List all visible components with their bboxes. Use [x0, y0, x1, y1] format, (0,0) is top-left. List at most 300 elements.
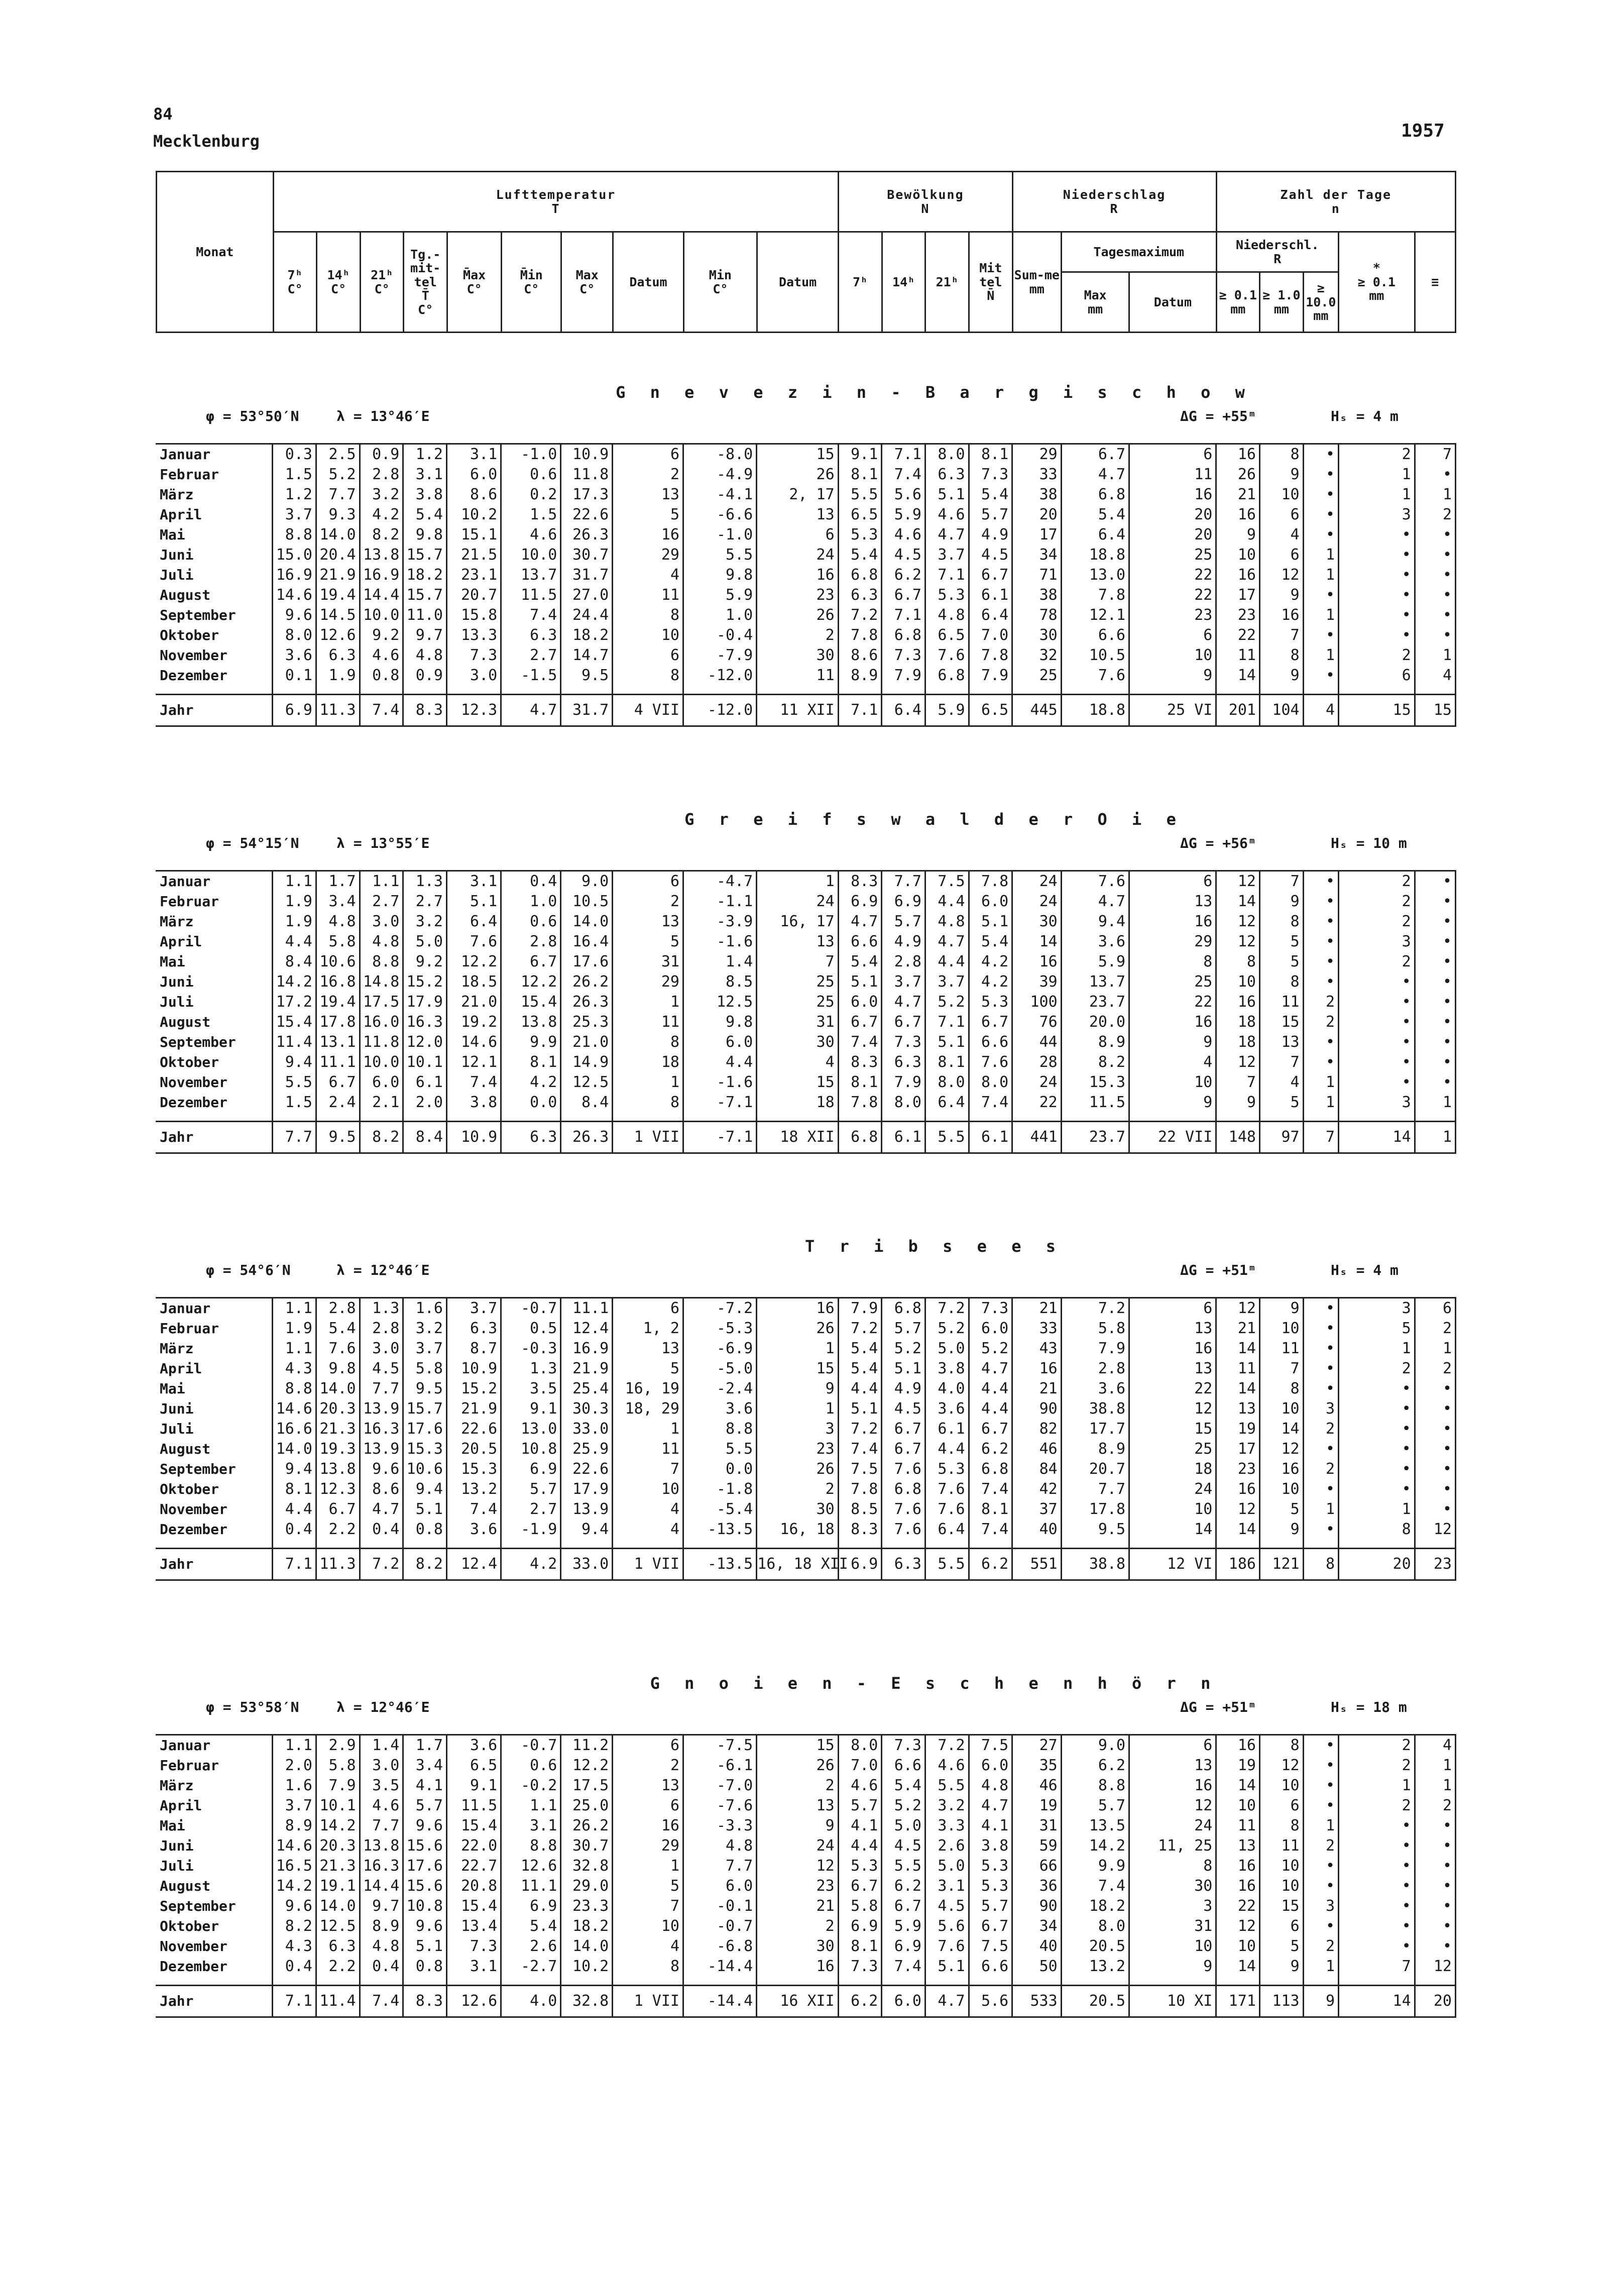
cell-tagesmax: 8.9 [1061, 1439, 1129, 1459]
cell-ge100: 1 [1303, 1072, 1338, 1093]
cell-ge100: • [1303, 625, 1338, 645]
cell-max-datum: 8 [613, 1957, 683, 1977]
cell-month: Februar [160, 466, 219, 483]
cell-snow: 14 [1339, 1986, 1415, 2017]
cell-snow: • [1339, 1936, 1415, 1957]
table-row [156, 444, 1456, 465]
cell-ge10: 8 [1259, 1735, 1303, 1756]
cell-ge01 [1216, 686, 1260, 695]
cell-t21: 3.0 [360, 1756, 403, 1776]
cell-snow: 1 [1339, 465, 1415, 485]
cell-n14: 7.6 [882, 1499, 925, 1520]
cell-ge100: • [1303, 892, 1338, 912]
cell-month: Dezember [160, 1521, 227, 1538]
cell-t7: 2.0 [273, 1756, 316, 1776]
cell-min-datum: 16 XII [757, 1986, 838, 2017]
cell-ge10: 11 [1259, 992, 1303, 1012]
cell-n21: 7.2 [925, 1735, 969, 1756]
cell-snow: • [1339, 1399, 1415, 1419]
cell-t7: 9.6 [273, 605, 316, 625]
cell-t14: 5.4 [316, 1319, 360, 1339]
cell-max-datum: 8 [613, 666, 683, 686]
cell-ge01: 16 [1216, 565, 1260, 585]
cell-fog: 1 [1415, 485, 1455, 505]
cell-tgmittel: 3.2 [403, 912, 447, 932]
cell-tagesmax: 13.2 [1061, 1957, 1129, 1977]
station-longitude: λ = 12°46′E [336, 1262, 430, 1278]
cell-tagesmax: 4.7 [1061, 892, 1129, 912]
cell-t7 [273, 686, 316, 695]
cell-min-datum: 15 [757, 1735, 838, 1756]
cell-n-mittel: 6.1 [969, 585, 1012, 605]
cell-n14 [882, 1540, 925, 1549]
cell-max-mean: 6.3 [446, 1319, 501, 1339]
cell-max-mean: 21.0 [446, 992, 501, 1012]
cell-min-datum: 11 XII [757, 695, 838, 726]
cell-t7: 0.1 [273, 666, 316, 686]
cell-tagesmax-datum: 16 [1129, 1339, 1216, 1359]
cell-min-datum: 25 [757, 972, 838, 992]
cell-ge100: 1 [1303, 645, 1338, 666]
cell-max-datum: 11 [613, 585, 683, 605]
cell-n21 [925, 1113, 969, 1122]
cell-min-datum: 18 [757, 1093, 838, 1113]
table-row [156, 1520, 1456, 1540]
cell-t14: 16.8 [316, 972, 360, 992]
cell-ge100: • [1303, 1876, 1338, 1896]
cell-summe: 33 [1012, 465, 1061, 485]
cell-min-mean: -1.5 [501, 666, 561, 686]
cell-n14: 6.7 [882, 1012, 925, 1032]
cell-max-datum: 6 [613, 1298, 683, 1319]
cell-t14: 21.3 [316, 1856, 360, 1876]
cell-ge100: • [1303, 1052, 1338, 1072]
cell-ge100: • [1303, 932, 1338, 952]
cell-ge01: 201 [1216, 695, 1260, 726]
table-row [156, 1856, 1456, 1876]
cell-tagesmax: 8.8 [1061, 1776, 1129, 1796]
cell-t14: 7.6 [316, 1339, 360, 1359]
cell-n21: 7.1 [925, 565, 969, 585]
cell-tagesmax: 20.5 [1061, 1986, 1129, 2017]
cell-snow: 2 [1339, 892, 1415, 912]
cell-t21: 8.6 [360, 1479, 403, 1499]
cell-t14: 10.1 [316, 1796, 360, 1816]
header-t21 [360, 232, 404, 333]
cell-ge10: 16 [1259, 1459, 1303, 1479]
cell-tagesmax: 23.7 [1061, 992, 1129, 1012]
cell-snow [1339, 1977, 1415, 1986]
cell-t21: 1.4 [360, 1735, 403, 1756]
station-longitude: λ = 12°46′E [336, 1699, 430, 1715]
cell-t21: 14.4 [360, 1876, 403, 1896]
cell-ge10: 13 [1259, 1032, 1303, 1052]
cell-n7: 7.4 [838, 1032, 882, 1052]
cell-t21: 4.6 [360, 645, 403, 666]
cell-summe: 46 [1012, 1776, 1061, 1796]
cell-fog: • [1415, 1896, 1455, 1916]
cell-summe: 34 [1012, 545, 1061, 565]
cell-fog: • [1415, 972, 1455, 992]
cell-min-mean: 4.6 [501, 525, 561, 545]
cell-fog: • [1415, 1052, 1455, 1072]
cell-tgmittel: 16.3 [403, 1012, 447, 1032]
cell-ge01: 16 [1216, 1735, 1260, 1756]
cell-t14: 19.3 [316, 1439, 360, 1459]
cell-n-mittel: 7.4 [969, 1479, 1012, 1499]
cell-ge10: 9 [1259, 585, 1303, 605]
cell-min-mean: 6.9 [501, 1459, 561, 1479]
cell-fog [1415, 1113, 1455, 1122]
cell-max-mean: 8.7 [446, 1339, 501, 1359]
cell-t21: 0.9 [360, 444, 403, 465]
cell-ge01: 14 [1216, 1957, 1260, 1977]
station-data-table [156, 870, 1456, 1154]
cell-month [156, 686, 273, 695]
cell-n14: 6.8 [882, 1298, 925, 1319]
header-niederschl [1216, 232, 1339, 272]
cell-t21: 3.2 [360, 485, 403, 505]
cell-t14: 14.2 [316, 1816, 360, 1836]
cell-max: 14.7 [561, 645, 613, 666]
cell-min-mean: 6.3 [501, 625, 561, 645]
cell-n-mittel: 7.0 [969, 625, 1012, 645]
header-n14: 14ʰ [882, 232, 925, 333]
cell-summe: 16 [1012, 952, 1061, 972]
cell-min-mean: 11.1 [501, 1876, 561, 1896]
cell-summe: 100 [1012, 992, 1061, 1012]
cell-max-datum: 6 [613, 645, 683, 666]
cell-ge01: 186 [1216, 1549, 1260, 1580]
cell-t7: 11.4 [273, 1032, 316, 1052]
cell-min-mean: 6.7 [501, 952, 561, 972]
cell-n21: 5.5 [925, 1776, 969, 1796]
cell-t14: 19.1 [316, 1876, 360, 1896]
cell-ge100: 7 [1303, 1122, 1338, 1153]
cell-t14: 5.8 [316, 932, 360, 952]
cell-min-mean: 0.0 [501, 1093, 561, 1113]
cell-ge01: 10 [1216, 972, 1260, 992]
cell-tagesmax: 38.8 [1061, 1399, 1129, 1419]
cell-snow: 2 [1339, 444, 1415, 465]
cell-n14: 7.6 [882, 1459, 925, 1479]
cell-snow: 2 [1339, 1796, 1415, 1816]
cell-max: 17.3 [561, 485, 613, 505]
cell-min-datum: 16, 17 [757, 912, 838, 932]
cell-tagesmax-datum: 13 [1129, 1319, 1216, 1339]
cell-ge10: 5 [1259, 952, 1303, 972]
cell-ge100: 1 [1303, 1816, 1338, 1836]
cell-t7: 1.9 [273, 892, 316, 912]
cell-n-mittel: 6.7 [969, 1012, 1012, 1032]
cell-n-mittel: 4.4 [969, 1379, 1012, 1399]
cell-min: -14.4 [683, 1986, 757, 2017]
cell-max-datum: 4 [613, 1936, 683, 1957]
cell-n-mittel: 6.0 [969, 892, 1012, 912]
cell-tgmittel: 9.6 [403, 1916, 447, 1936]
cell-n-mittel [969, 1113, 1012, 1122]
cell-max [561, 1977, 613, 1986]
cell-max-datum: 6 [613, 444, 683, 465]
cell-ge100: • [1303, 1520, 1338, 1540]
header-t14 [317, 232, 361, 333]
cell-n21: 5.5 [925, 1549, 969, 1580]
cell-ge100: • [1303, 505, 1338, 525]
cell-ge01: 23 [1216, 1459, 1260, 1479]
cell-summe: 50 [1012, 1957, 1061, 1977]
cell-min-mean [501, 1113, 561, 1122]
cell-t7: 0.4 [273, 1957, 316, 1977]
cell-tagesmax: 17.8 [1061, 1499, 1129, 1520]
table-row [156, 1796, 1456, 1816]
table-row [156, 1936, 1456, 1957]
cell-min-mean: -0.7 [501, 1735, 561, 1756]
cell-max: 21.0 [561, 1032, 613, 1052]
cell-month: Januar [156, 871, 273, 892]
table-row [156, 1012, 1456, 1032]
cell-snow: • [1339, 972, 1415, 992]
cell-n7: 5.8 [838, 1896, 882, 1916]
cell-tagesmax-datum: 22 VII [1129, 1122, 1216, 1153]
cell-ge100: • [1303, 1756, 1338, 1776]
cell-min-mean: 0.6 [501, 1756, 561, 1776]
cell-n-mittel: 4.1 [969, 1816, 1012, 1836]
cell-tagesmax-datum: 20 [1129, 505, 1216, 525]
cell-ge10: 104 [1259, 695, 1303, 726]
header-max [561, 232, 613, 333]
cell-fog: 1 [1415, 1756, 1455, 1776]
cell-min-mean: -0.2 [501, 1776, 561, 1796]
cell-ge100: 1 [1303, 545, 1338, 565]
cell-tagesmax: 7.7 [1061, 1479, 1129, 1499]
cell-month: September [160, 1898, 236, 1914]
cell-fog: • [1415, 1916, 1455, 1936]
cell-t7: 16.9 [273, 565, 316, 585]
header-min-mean [502, 232, 561, 333]
cell-n-mittel: 5.6 [969, 1986, 1012, 2017]
cell-t14: 21.3 [316, 1419, 360, 1439]
cell-tagesmax: 38.8 [1061, 1549, 1129, 1580]
cell-fog: • [1415, 1479, 1455, 1499]
cell-n7: 6.9 [838, 1549, 882, 1580]
cell-tgmittel: 9.7 [403, 625, 447, 645]
cell-summe: 533 [1012, 1986, 1061, 2017]
cell-tagesmax-datum: 11, 25 [1129, 1836, 1216, 1856]
cell-fog [1415, 686, 1455, 695]
cell-min: -7.1 [683, 1093, 757, 1113]
cell-t21: 4.5 [360, 1359, 403, 1379]
cell-ge100: • [1303, 485, 1338, 505]
cell-summe: 46 [1012, 1439, 1061, 1459]
cell-snow: • [1339, 1459, 1415, 1479]
cell-ge100: 1 [1303, 605, 1338, 625]
cell-month: Januar [156, 1298, 273, 1319]
cell-t7: 14.2 [273, 972, 316, 992]
cell-t7: 1.5 [273, 465, 316, 485]
cell-ge01: 23 [1216, 605, 1260, 625]
cell-max: 24.4 [561, 605, 613, 625]
cell-month: Jahr [156, 1986, 273, 2017]
cell-tgmittel: 17.6 [403, 1419, 447, 1439]
header-snow-unit: mm [1369, 288, 1384, 303]
cell-max-datum: 16 [613, 525, 683, 545]
table-row [156, 972, 1456, 992]
page-number: 84 [153, 104, 173, 124]
cell-n7: 7.2 [838, 605, 882, 625]
cell-tgmittel: 3.4 [403, 1756, 447, 1776]
cell-t14: 5.2 [316, 465, 360, 485]
column-header [156, 171, 1456, 333]
cell-snow: • [1339, 1439, 1415, 1459]
cell-n7: 8.3 [838, 871, 882, 892]
cell-n7: 6.8 [838, 565, 882, 585]
cell-n7: 8.1 [838, 465, 882, 485]
cell-t7: 1.9 [273, 1319, 316, 1339]
cell-tagesmax-datum: 10 [1129, 645, 1216, 666]
cell-fog [1415, 1977, 1455, 1986]
cell-max: 8.4 [561, 1093, 613, 1113]
cell-tgmittel: 8.3 [403, 695, 447, 726]
cell-t14: 21.9 [316, 565, 360, 585]
cell-summe: 24 [1012, 1072, 1061, 1093]
cell-min: 1.4 [683, 952, 757, 972]
cell-t14: 6.3 [316, 645, 360, 666]
cell-max-datum: 11 [613, 1439, 683, 1459]
cell-ge10: 8 [1259, 912, 1303, 932]
cell-summe: 66 [1012, 1856, 1061, 1876]
cell-min-mean: 4.2 [501, 1072, 561, 1093]
table-row [156, 485, 1456, 505]
table-row-year [156, 695, 1456, 726]
cell-month: April [160, 1797, 202, 1814]
cell-t7: 0.3 [273, 444, 316, 465]
cell-max-datum: 13 [613, 1339, 683, 1359]
cell-max-datum: 8 [613, 1093, 683, 1113]
cell-ge01 [1216, 1113, 1260, 1122]
cell-max-mean: 7.4 [446, 1072, 501, 1093]
table-row [156, 565, 1456, 585]
cell-tagesmax: 10.5 [1061, 645, 1129, 666]
cell-max-mean: 12.6 [446, 1986, 501, 2017]
cell-min-datum: 26 [757, 1459, 838, 1479]
cell-fog: 12 [1415, 1520, 1455, 1540]
cell-t7 [273, 1977, 316, 1986]
cell-min-datum: 2 [757, 1776, 838, 1796]
table-row-spacer [156, 1540, 1456, 1549]
cell-ge100: • [1303, 1298, 1338, 1319]
table-row [156, 952, 1456, 972]
cell-n-mittel: 7.9 [969, 666, 1012, 686]
cell-t21: 8.2 [360, 525, 403, 545]
cell-tagesmax: 5.7 [1061, 1796, 1129, 1816]
cell-max-datum: 18, 29 [613, 1399, 683, 1419]
cell-t7: 4.4 [273, 1499, 316, 1520]
cell-t14: 7.7 [316, 485, 360, 505]
cell-t21: 3.5 [360, 1776, 403, 1796]
cell-t7: 7.7 [273, 1122, 316, 1153]
cell-summe: 38 [1012, 585, 1061, 605]
cell-ge10: 10 [1259, 1479, 1303, 1499]
cell-tgmittel: 0.8 [403, 1520, 447, 1540]
cell-min-datum: 1 [757, 1339, 838, 1359]
cell-n7: 6.2 [838, 1986, 882, 2017]
cell-fog: • [1415, 545, 1455, 565]
cell-tgmittel [403, 1977, 447, 1986]
header-t14-unit: C° [331, 281, 346, 296]
cell-n-mittel: 6.5 [969, 695, 1012, 726]
cell-min: -6.8 [683, 1936, 757, 1957]
cell-n14: 4.5 [882, 1399, 925, 1419]
cell-t14 [316, 1540, 360, 1549]
cell-n21: 2.6 [925, 1836, 969, 1856]
cell-month: November [160, 1074, 227, 1091]
cell-n21: 3.6 [925, 1399, 969, 1419]
cell-max-datum [613, 1113, 683, 1122]
cell-max [561, 1540, 613, 1549]
cell-t14: 1.7 [316, 871, 360, 892]
cell-n14: 6.9 [882, 892, 925, 912]
cell-tagesmax-datum [1129, 1113, 1216, 1122]
cell-ge01 [1216, 1540, 1260, 1549]
cell-t21: 6.0 [360, 1072, 403, 1093]
cell-tagesmax: 8.2 [1061, 1052, 1129, 1072]
cell-max-mean: 22.7 [446, 1856, 501, 1876]
cell-n-mittel: 5.7 [969, 1896, 1012, 1916]
cell-fog: • [1415, 1459, 1455, 1479]
cell-t7: 0.4 [273, 1520, 316, 1540]
cell-max: 10.9 [561, 444, 613, 465]
cell-n21 [925, 686, 969, 695]
cell-t14: 19.4 [316, 992, 360, 1012]
cell-max: 12.4 [561, 1319, 613, 1339]
cell-min: 6.0 [683, 1876, 757, 1896]
cell-t7: 8.8 [273, 1379, 316, 1399]
cell-t21: 16.3 [360, 1419, 403, 1439]
cell-snow: 8 [1339, 1520, 1415, 1540]
cell-tgmittel: 8.2 [403, 1549, 447, 1580]
cell-max-datum: 2 [613, 1756, 683, 1776]
cell-month [156, 1977, 273, 1986]
cell-fog: • [1415, 1399, 1455, 1419]
cell-tagesmax: 4.7 [1061, 465, 1129, 485]
cell-ge100: • [1303, 1032, 1338, 1052]
cell-n21: 4.7 [925, 525, 969, 545]
cell-tgmittel: 10.1 [403, 1052, 447, 1072]
cell-n14: 6.3 [882, 1549, 925, 1580]
cell-min-datum: 13 [757, 505, 838, 525]
cell-tagesmax: 23.7 [1061, 1122, 1129, 1153]
cell-t14: 2.4 [316, 1093, 360, 1113]
cell-max-datum: 4 [613, 1499, 683, 1520]
cell-ge100: • [1303, 972, 1338, 992]
cell-ge01: 11 [1216, 1359, 1260, 1379]
cell-summe: 39 [1012, 972, 1061, 992]
cell-ge10 [1259, 1113, 1303, 1122]
table-row [156, 1093, 1456, 1113]
cell-t7: 8.0 [273, 625, 316, 645]
cell-t21: 14.4 [360, 585, 403, 605]
cell-max: 16.9 [561, 1339, 613, 1359]
cell-tagesmax: 7.8 [1061, 585, 1129, 605]
cell-month: September [160, 607, 236, 623]
cell-summe [1012, 1540, 1061, 1549]
cell-max-datum: 2 [613, 465, 683, 485]
cell-n14: 6.1 [882, 1122, 925, 1153]
cell-snow: • [1339, 1876, 1415, 1896]
cell-max-datum: 5 [613, 1876, 683, 1896]
cell-max-mean: 10.2 [446, 505, 501, 525]
cell-max: 27.0 [561, 585, 613, 605]
